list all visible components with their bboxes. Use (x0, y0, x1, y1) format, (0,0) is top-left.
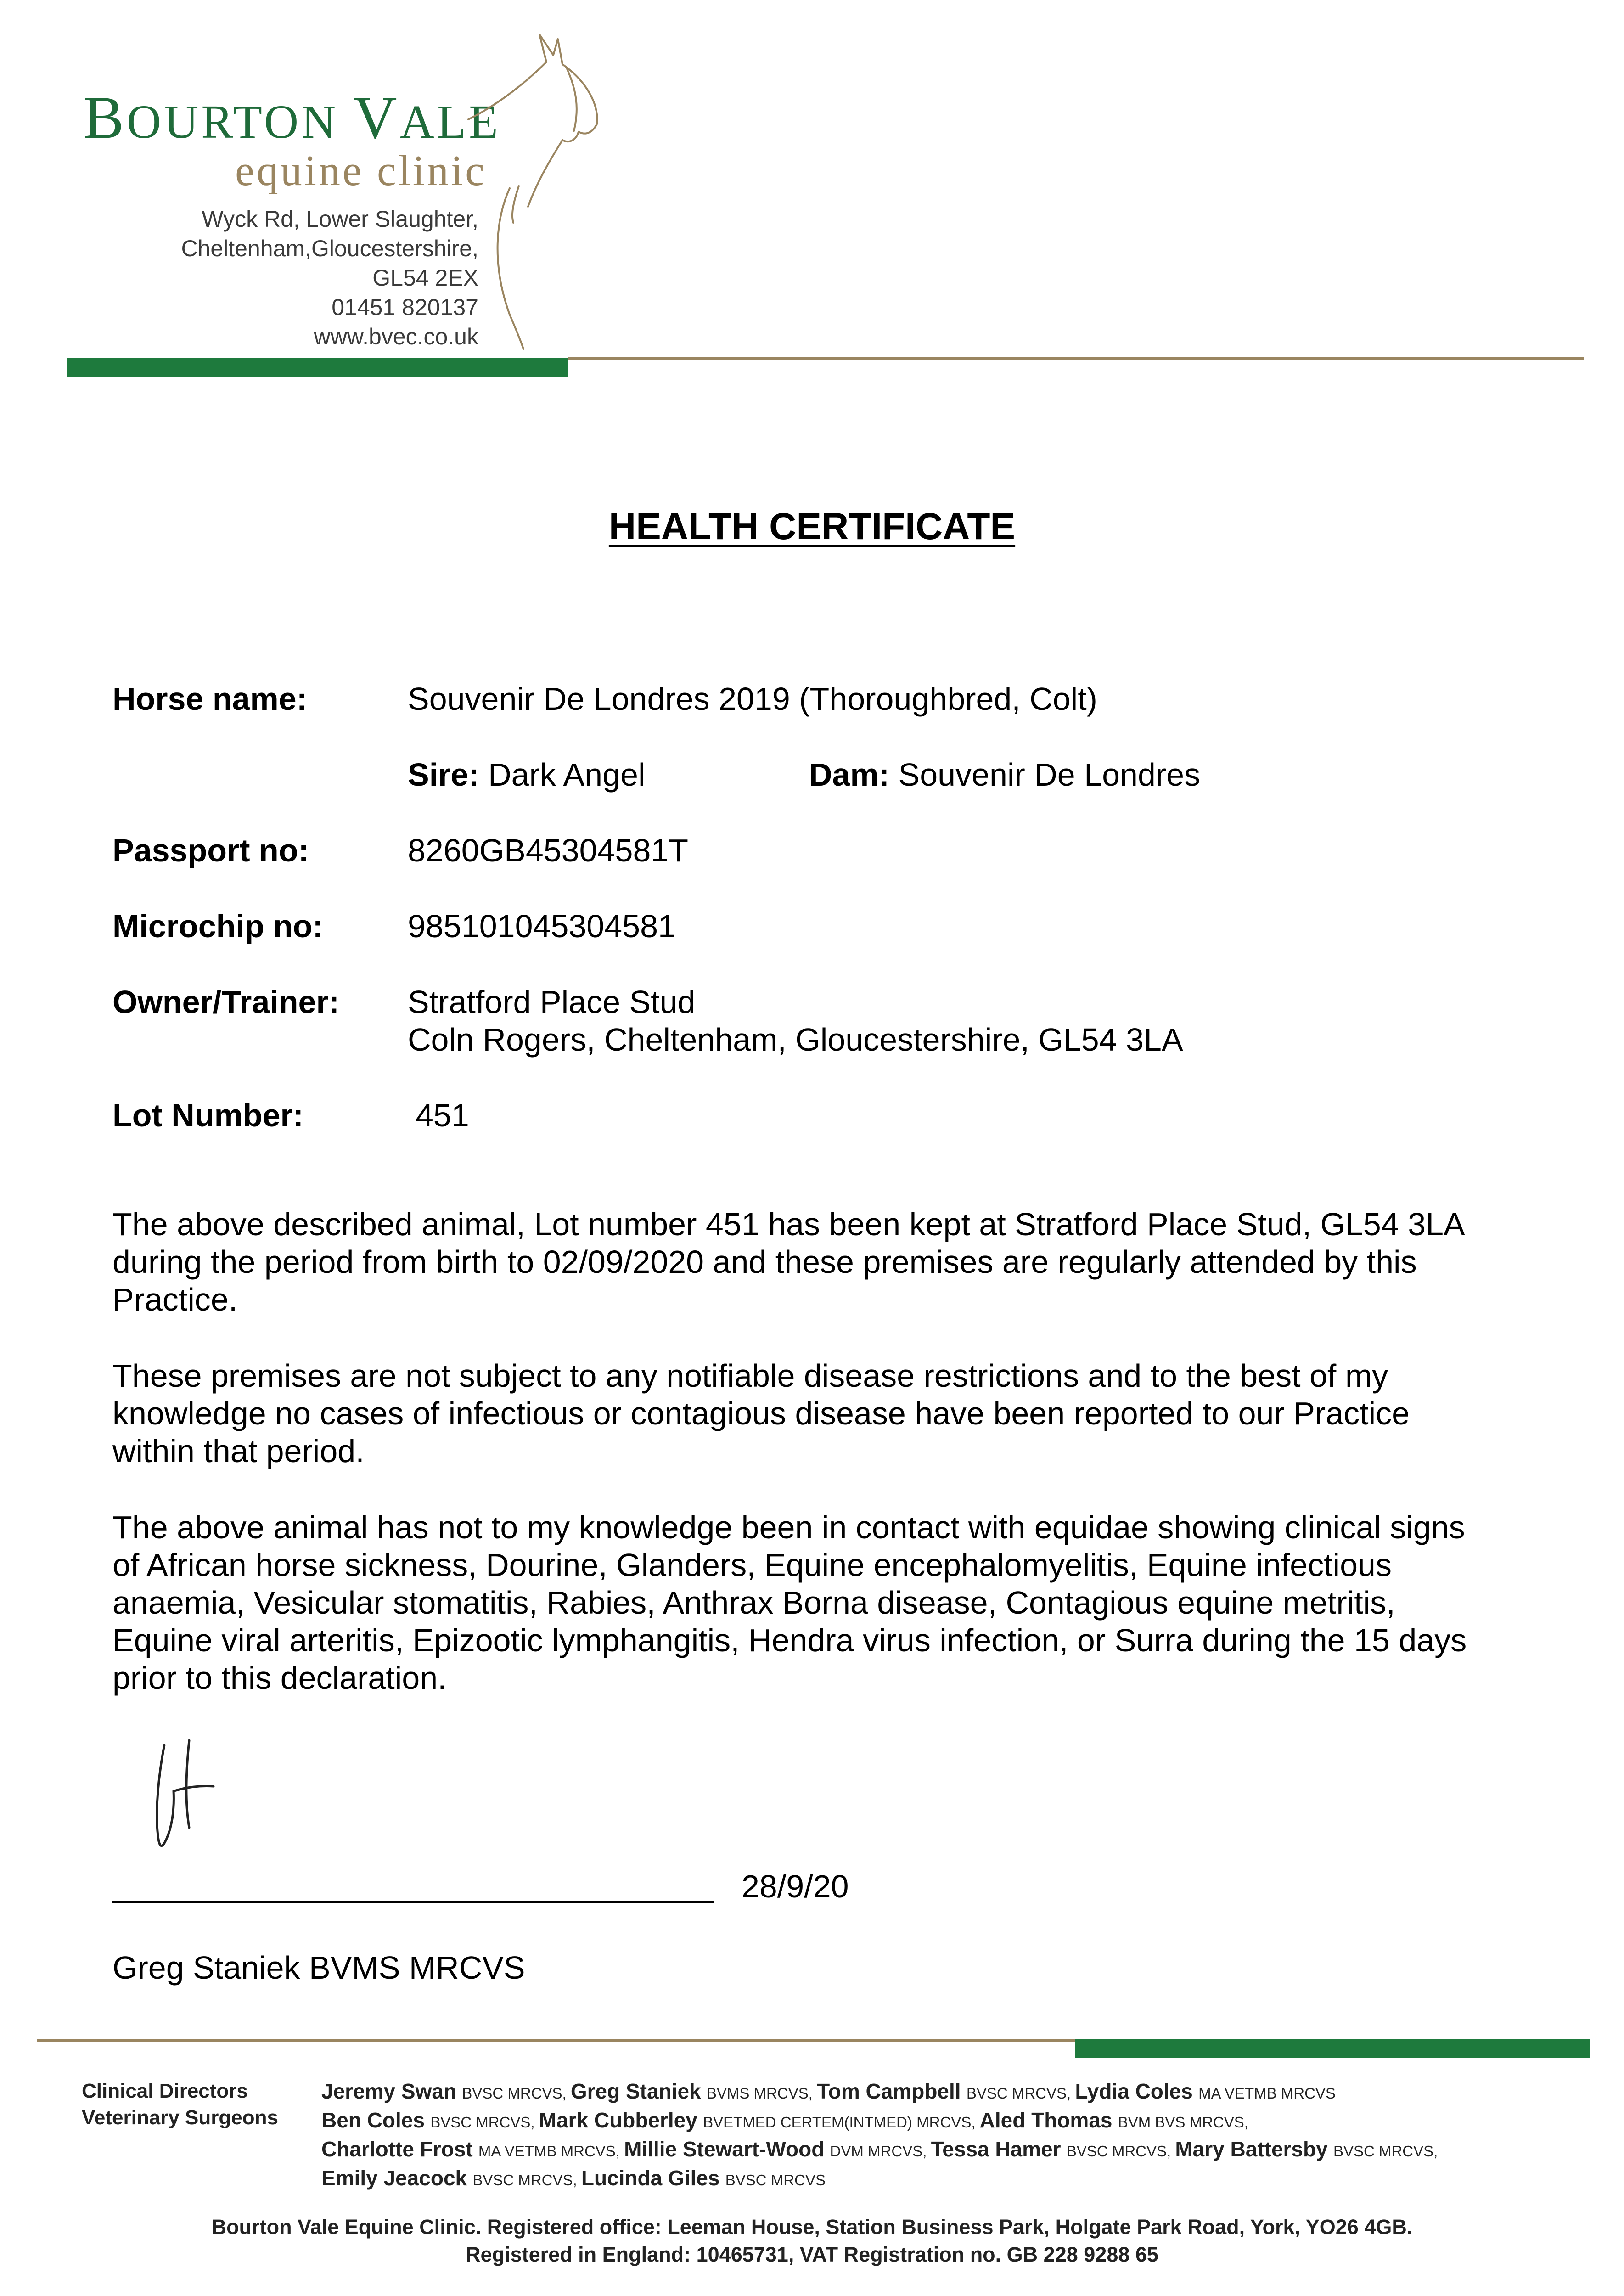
staff-qualification: BVSC MRCVS, (1333, 2143, 1438, 2160)
lot-number-value: 451 (416, 1097, 469, 1133)
staff-name: Mary Battersby (1175, 2137, 1328, 2161)
paragraph-line: Practice. (112, 1282, 238, 1317)
handwritten-signature-icon (147, 1736, 220, 1855)
logo-letters-ourton: OURTON (127, 96, 354, 148)
staff-row (321, 2078, 1438, 2107)
dam-label: Dam: (809, 757, 890, 793)
sire-value: Dark Angel (488, 757, 646, 793)
passport-value: 8260GB45304581T (408, 833, 689, 868)
dam-value: Souvenir De Londres (898, 757, 1201, 793)
paragraph-line: prior to this declaration. (112, 1660, 447, 1696)
company-vat-registration: Registered in England: 10465731, VAT Registration no. GB 228 9288 65 (466, 2243, 1158, 2266)
header-green-bar (67, 358, 568, 377)
signatory-name: Greg Staniek BVMS MRCVS (112, 1950, 525, 1986)
staff-name: Millie Stewart-Wood (624, 2137, 825, 2161)
logo-letter-b: B (84, 84, 127, 151)
staff-qualification: BVSC MRCVS (725, 2172, 826, 2189)
staff-qualification: BVSC MRCVS, (462, 2085, 571, 2102)
staff-qualification: BVMS MRCVS, (706, 2085, 817, 2102)
horse-head-logo-icon (459, 25, 611, 356)
paragraph-premises-history (112, 1205, 1536, 1318)
clinic-address-line-1: Wyck Rd, Lower Slaughter, (202, 206, 478, 232)
registration-info (0, 2213, 1624, 2268)
staff-qualification: BVETMED CERTEM(INTMED) MRCVS, (703, 2114, 980, 2131)
paragraph-line: These premises are not subject to any notifiable disease restrictions and to the best of my (112, 1358, 1388, 1394)
staff-name: Jeremy Swan (321, 2079, 457, 2103)
staff-name: Greg Staniek (570, 2079, 701, 2103)
staff-row (321, 2107, 1438, 2136)
staff-qualification: BVM BVS MRCVS, (1118, 2114, 1248, 2131)
dam-row (809, 756, 1200, 793)
footer-green-bar (1075, 2039, 1590, 2058)
microchip-label: Microchip no: (112, 908, 323, 944)
header-gold-rule (568, 357, 1584, 360)
footer-gold-rule (37, 2039, 1075, 2042)
staff-qualification: BVSC MRCVS, (472, 2172, 581, 2189)
paragraph-line: within that period. (112, 1433, 365, 1469)
paragraph-line: of African horse sickness, Dourine, Glanders, Equine encephalomyelitis, Equine infectious (112, 1547, 1392, 1583)
staff-name: Tessa Hamer (931, 2137, 1061, 2161)
staff-qualification: DVM MRCVS, (830, 2143, 931, 2160)
horse-name-label: Horse name: (112, 681, 308, 717)
paragraph-contact-declaration (112, 1508, 1536, 1697)
staff-name: Charlotte Frost (321, 2137, 473, 2161)
staff-qualification: BVSC MRCVS, (966, 2085, 1075, 2102)
clinic-phone: 01451 820137 (332, 294, 478, 320)
paragraph-line: The above described animal, Lot number 451 has been kept at Stratford Place Stud, GL54 3LA (112, 1206, 1465, 1242)
sire-row (408, 756, 646, 793)
staff-qualification: MA VETMB MRCVS (1198, 2085, 1336, 2102)
paragraph-line: Equine viral arteritis, Epizootic lymphangitis, Hendra virus infection, or Surra during the 15 days (112, 1622, 1467, 1658)
signature-date: 28/9/20 (742, 1868, 849, 1904)
staff-name: Ben Coles (321, 2108, 425, 2132)
staff-qualification: MA VETMB MRCVS, (478, 2143, 624, 2160)
passport-label: Passport no: (112, 833, 309, 868)
paragraph-line: anaemia, Vesicular stomatitis, Rabies, Anthrax Borna disease, Contagious equine metritis, (112, 1585, 1395, 1621)
clinic-logo-name (84, 84, 501, 151)
logo-letters-ale: ALE (399, 96, 501, 148)
logo-letter-v: V (353, 84, 400, 151)
paragraph-disease-restrictions (112, 1357, 1536, 1470)
staff-name: Aled Thomas (979, 2108, 1113, 2132)
clinic-postcode: GL54 2EX (372, 265, 478, 291)
staff-name: Mark Cubberley (539, 2108, 697, 2132)
registered-office: Bourton Vale Equine Clinic. Registered office: Leeman House, Station Business Park, Holgate Park Road, York, YO26 4GB. (211, 2215, 1413, 2239)
staff-row (321, 2136, 1438, 2165)
lot-number-label: Lot Number: (112, 1097, 304, 1133)
owner-trainer-address: Coln Rogers, Cheltenham, Gloucestershire, GL54 3LA (408, 1022, 1183, 1058)
staff-roles (82, 2078, 278, 2131)
staff-name: Lydia Coles (1075, 2079, 1193, 2103)
owner-trainer-label: Owner/Trainer: (112, 984, 340, 1020)
role-clinical-directors: Clinical Directors (82, 2080, 248, 2102)
paragraph-line: during the period from birth to 02/09/2020 and these premises are regularly attended by this (112, 1244, 1417, 1280)
clinic-website: www.bvec.co.uk (314, 324, 478, 349)
sire-label: Sire: (408, 757, 479, 793)
role-veterinary-surgeons: Veterinary Surgeons (82, 2106, 278, 2129)
clinic-address-line-2: Cheltenham,Gloucestershire, (181, 236, 478, 261)
staff-qualification: BVSC MRCVS, (430, 2114, 539, 2131)
certificate-title: HEALTH CERTIFICATE (608, 506, 1016, 547)
staff-name: Tom Campbell (817, 2079, 961, 2103)
owner-trainer-name: Stratford Place Stud (408, 984, 696, 1020)
paragraph-line: knowledge no cases of infectious or contagious disease have been reported to our Practice (112, 1396, 1410, 1431)
clinic-logo-subtitle: equine clinic (235, 147, 487, 195)
horse-name-value: Souvenir De Londres 2019 (Thoroughbred, Colt) (408, 681, 1097, 717)
staff-row (321, 2165, 1438, 2194)
staff-name: Emily Jeacock (321, 2166, 467, 2190)
staff-qualification: BVSC MRCVS, (1066, 2143, 1175, 2160)
staff-name: Lucinda Giles (581, 2166, 720, 2190)
staff-list (321, 2078, 1438, 2194)
microchip-value: 985101045304581 (408, 908, 676, 944)
signature-line (112, 1901, 714, 1903)
paragraph-line: The above animal has not to my knowledge been in contact with equidae showing clinical signs (112, 1509, 1465, 1545)
